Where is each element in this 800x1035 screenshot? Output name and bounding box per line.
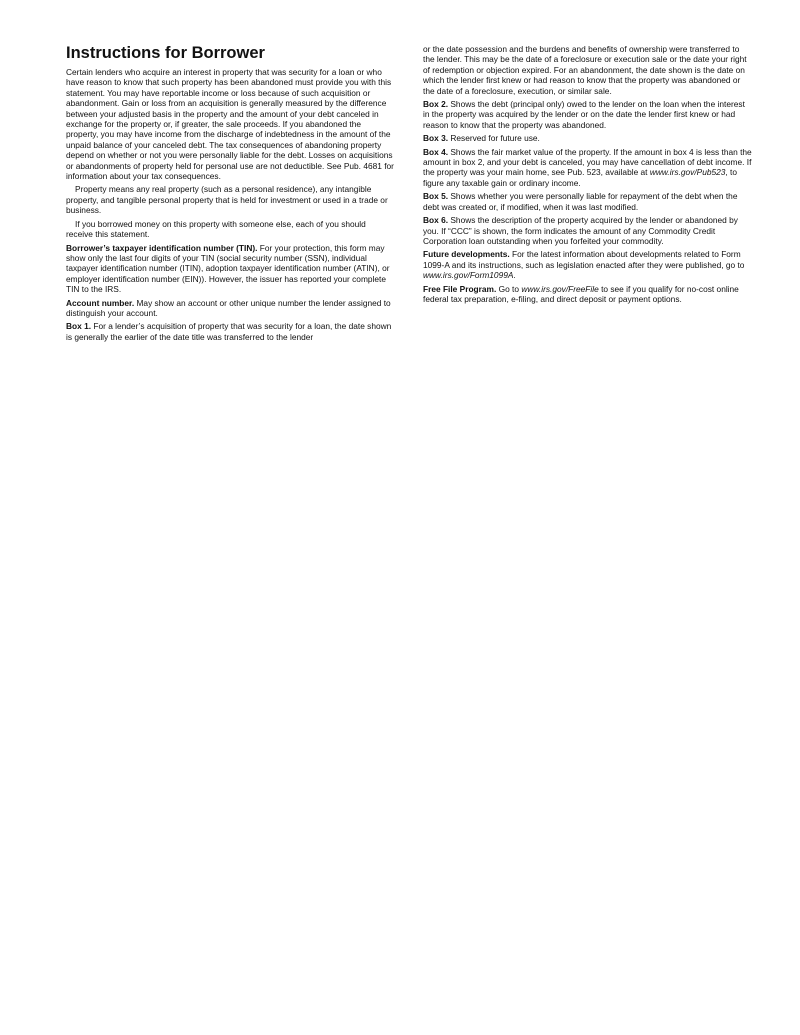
tin-text: For your protection, this form may show only the last four digits of your TIN (social security number (SSN), individual taxpayer identification number (ITIN), adoption taxpayer identification number (ATIN), or employer identification number (EIN)). However, the issuer has reported your complete TIN to the IRS. [66, 242, 390, 295]
box2-text: Shows the debt (principal only) owed to the lender on the loan when the interest in the property was acquired by the lender or on the date the lender first knew or had reason to know that the property was abandoned. [423, 99, 745, 130]
future-developments-heading: Future developments. [423, 249, 510, 260]
pub523-link[interactable]: www.irs.gov/Pub523 [649, 167, 726, 178]
left-column [66, 44, 394, 345]
box2-paragraph [423, 99, 753, 130]
future-developments-text: For the latest information about developments related to Form 1099-A and its instructions, such as legislation enacted after they were published, go to [423, 249, 745, 270]
future-developments-text-end: . [513, 270, 516, 281]
intro-paragraph: Certain lenders who acquire an interest in property that was security for a loan or who have reason to know that such property has been abandoned must provide you with this statement. You may have reportable income or loss because of such acquisition or abandonment. Gain or loss from an acquisition is generally measured by the difference between your adjusted basis in the property and the amount of your debt canceled in exchange for the property or, if greater, the sale proceeds. If you abandoned the property, you may have income from the discharge of indebtedness in the amount of the unpaid balance of your canceled debt. The tax consequences of abandoning property depend on whether or not you were personally liable for the debt. Losses on acquisitions or abandonments of property held for personal use are not deductible. See Pub. 4681 for information about your tax consequences. [66, 67, 394, 182]
box3-paragraph [423, 133, 753, 143]
box4-text-end: , to figure any taxable gain or ordinary income. [423, 167, 738, 188]
box3-text: Reserved for future use. [448, 133, 540, 144]
future-developments-paragraph [423, 249, 753, 280]
box2-heading: Box 2. [423, 99, 449, 110]
form1099a-link[interactable]: www.irs.gov/Form1099A [423, 270, 514, 281]
box6-text: Shows the description of the property acquired by the lender or abandoned by you. If “CCC” is shown, the form indicates the amount of any Commodity Credit Corporation loan outstanding when you forfeited your commodity. [423, 215, 738, 246]
box1-paragraph [66, 321, 394, 342]
box3-heading: Box 3. [423, 133, 449, 144]
free-file-text: Go to [496, 283, 522, 294]
freefile-link[interactable]: www.irs.gov/FreeFile [521, 283, 599, 294]
free-file-heading: Free File Program. [423, 283, 497, 294]
box6-heading: Box 6. [423, 215, 449, 226]
box6-paragraph [423, 215, 753, 246]
account-number-paragraph [66, 298, 394, 319]
co-borrower-paragraph: If you borrowed money on this property with someone else, each of you should receive this statement. [66, 218, 366, 240]
free-file-text-end: to see if you qualify for no-cost online federal tax preparation, e-filing, and direct deposit or payment options. [423, 283, 739, 304]
box5-heading: Box 5. [423, 191, 449, 202]
right-column [423, 44, 753, 307]
box5-text: Shows whether you were personally liable for repayment of the debt when the debt was created or, if modified, when it was last modified. [423, 191, 738, 212]
box4-heading: Box 4. [423, 146, 449, 157]
account-number-text: May show an account or other unique number the lender assigned to distinguish your account. [66, 297, 391, 318]
box1-text: For a lender’s acquisition of property that was security for a loan, the date shown is generally the earlier of the date title was transferred to the lender [66, 321, 392, 342]
page-title: Instructions for Borrower [66, 44, 265, 62]
box1-heading: Box 1. [66, 321, 92, 332]
box5-paragraph [423, 191, 753, 212]
account-number-heading: Account number. [66, 297, 135, 308]
free-file-paragraph [423, 284, 753, 305]
box4-paragraph [423, 147, 753, 189]
box4-text: Shows the fair market value of the property. If the amount in box 4 is less than the amount in box 2, and your debt is canceled, you may have cancellation of debt income. If the property was your main home, see Pub. 523, available at [423, 146, 752, 178]
box1-continued-paragraph: or the date possession and the burdens and benefits of ownership were transferred to the lender. This may be the date of a foreclosure or execution sale or the date your right of redemption or objection expired. For an abandonment, the date shown is the date on which the lender first knew or had reason to know that the property was abandoned or the date of a foreclosure, execution, or similar sale. [423, 44, 747, 96]
property-definition-paragraph: Property means any real property (such as a personal residence), any intangible property, and tangible personal property that is held for investment or used in a trade or business. [66, 184, 388, 216]
tin-heading: Borrower’s taxpayer identification number (TIN). [66, 242, 258, 253]
tin-paragraph [66, 243, 394, 295]
